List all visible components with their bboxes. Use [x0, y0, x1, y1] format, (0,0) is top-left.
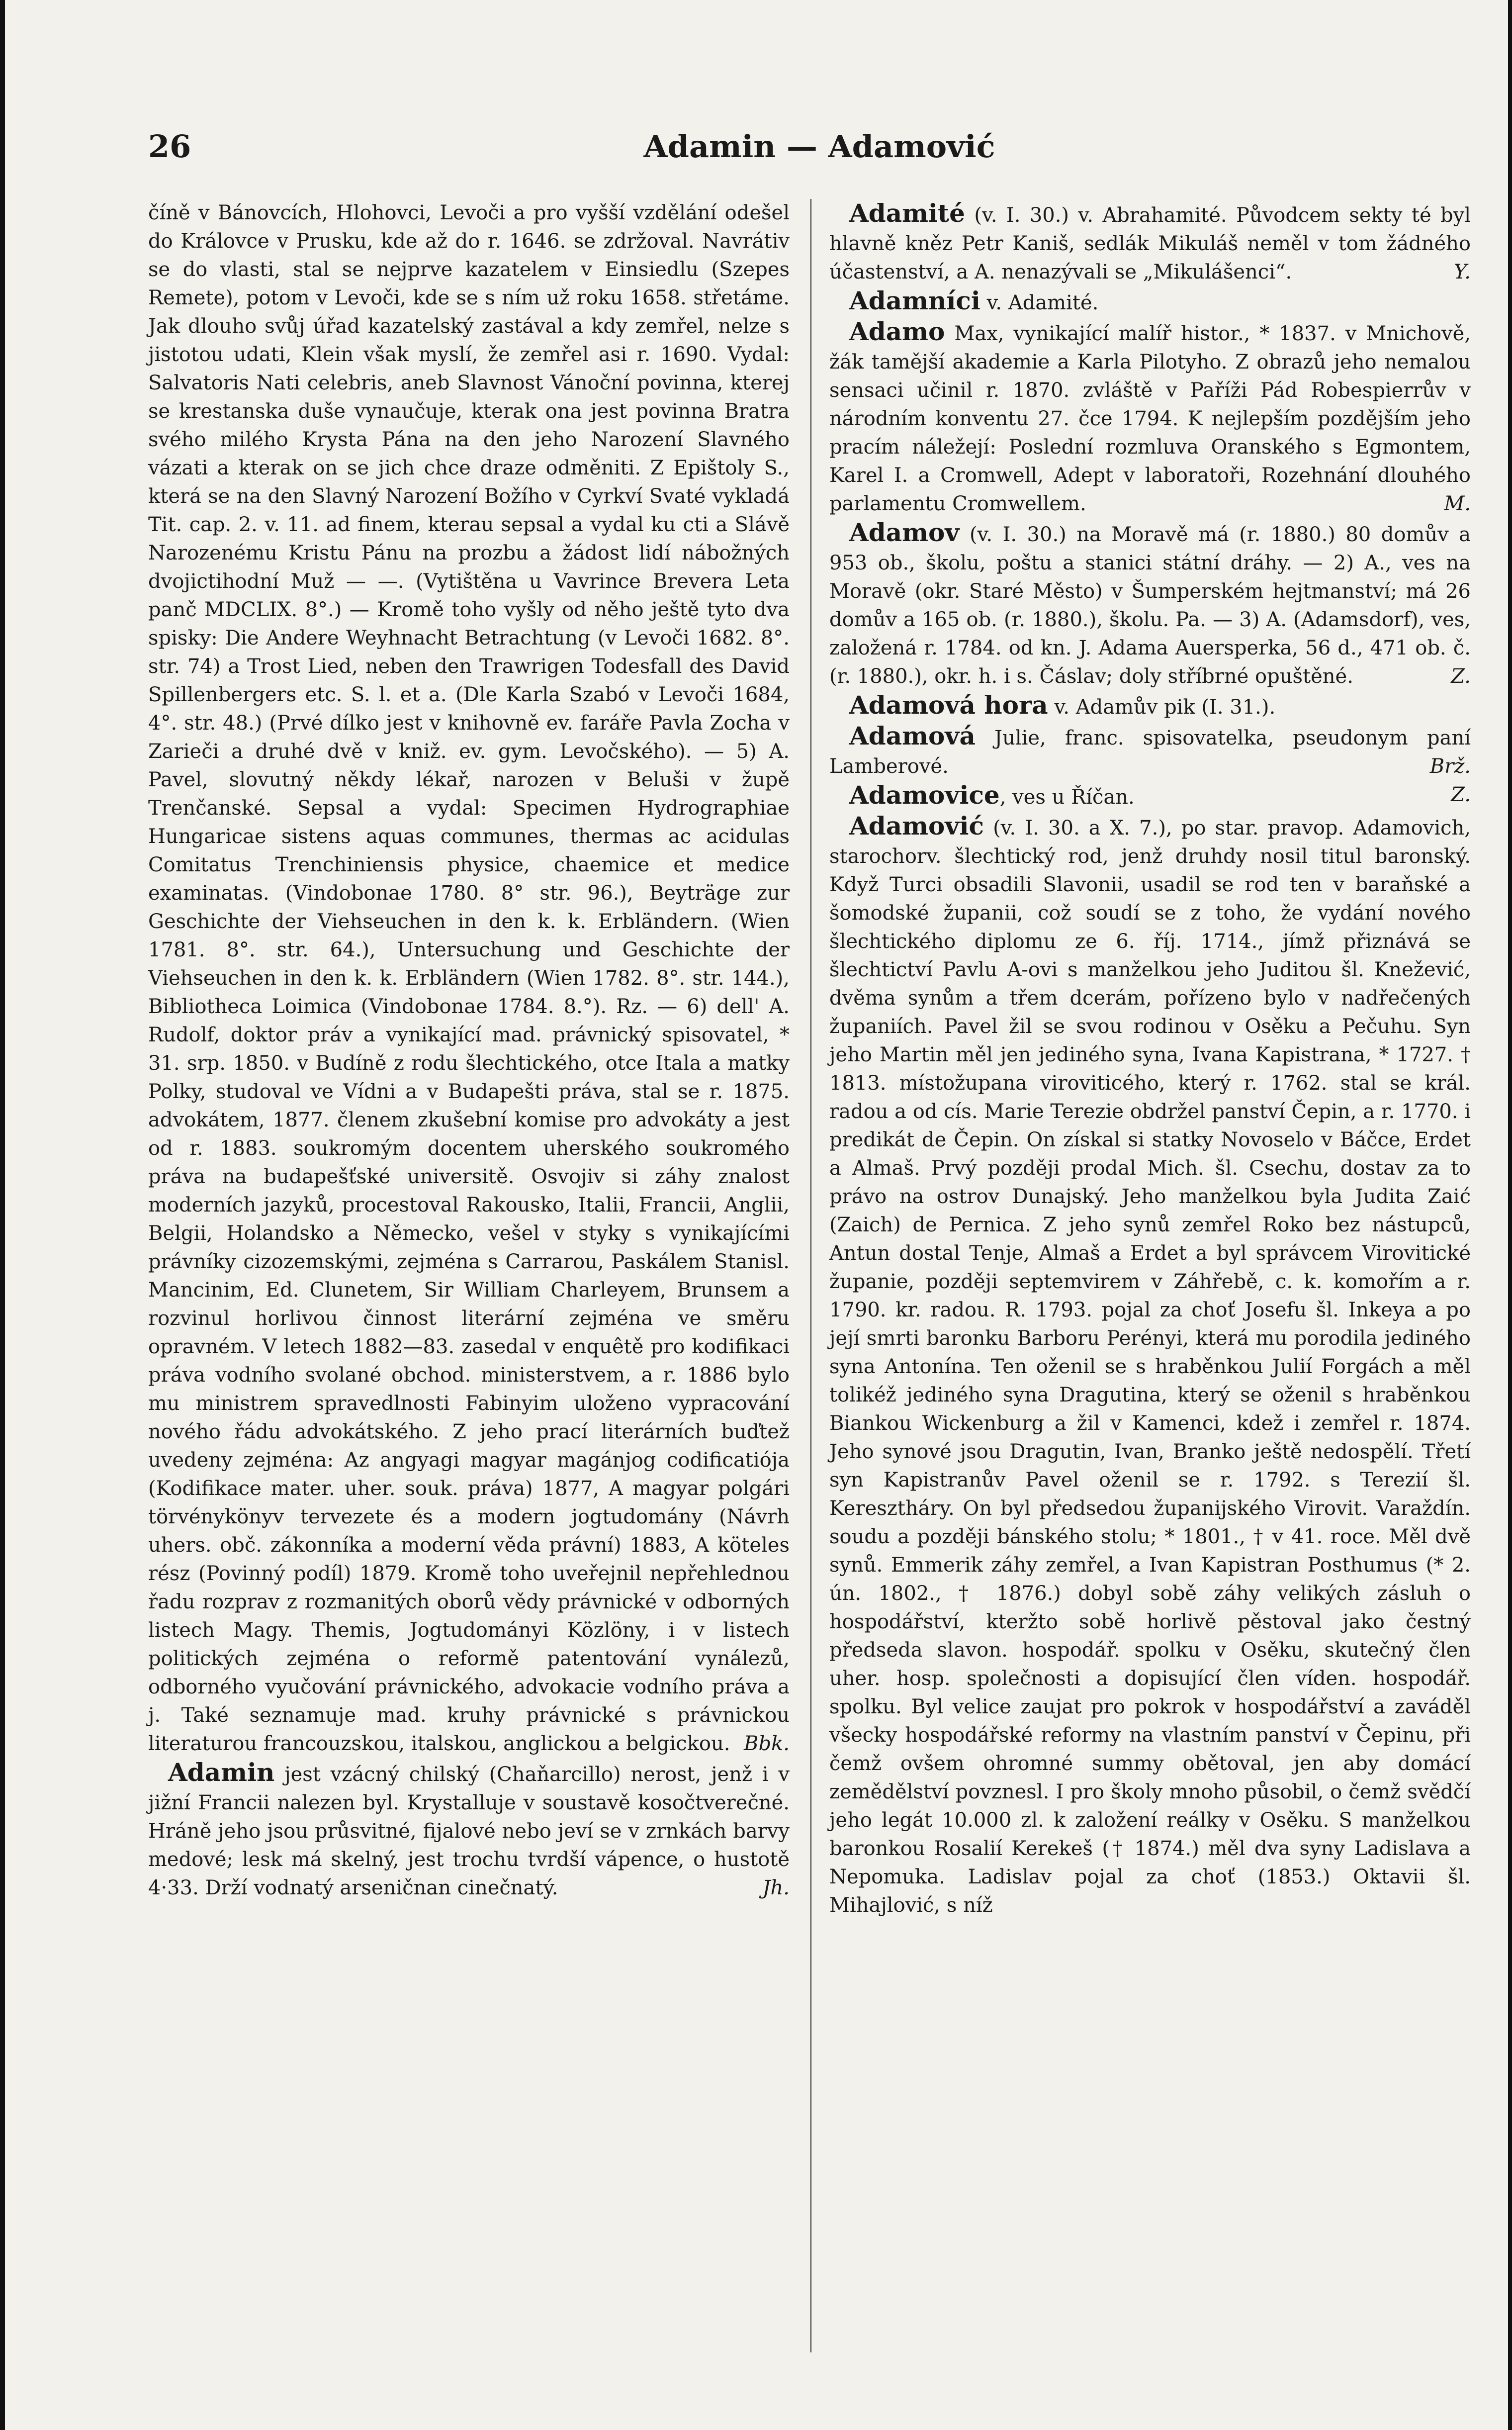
author-signature: Z. — [1451, 665, 1471, 688]
entry-adamovic — [829, 812, 1471, 1920]
page-number: 26 — [148, 128, 191, 165]
entry-headword: Adamović — [849, 811, 984, 841]
entry-text: , ves u Říčan. — [999, 786, 1135, 809]
entry-headword: Adamin — [168, 1758, 275, 1787]
entry-text: v. Adamův pik (I. 31.). — [1054, 696, 1276, 719]
entry-adamov — [829, 518, 1471, 691]
author-signature: Jh. — [762, 1876, 790, 1899]
entry-headword: Adamovice — [849, 780, 1000, 810]
entry-adamova — [829, 722, 1471, 781]
entry-headword: Adamov — [849, 518, 960, 547]
right-column — [829, 199, 1471, 1920]
running-title: Adamin — Adamović — [643, 128, 995, 165]
column-divider — [810, 199, 811, 2352]
entry-adamite — [829, 199, 1471, 286]
entry-headword: Adamová — [849, 721, 976, 750]
entry-text: (v. I. 30.) na Moravě má (r. 1880.) 80 domův a 953 ob., školu, poštu a stanici státní dráhy. — 2) A., ves na Moravě (okr. Staré Město) v Šumperském hejtmanství; má 26 domův a 165 ob. (r. 1880.), školu. Pa. — 3) A. (Adamsdorf), ves, založená r. 1784. od kn. J. Adama Auersperka, 56 d., 471 ob. č. (r. 1880.), okr. h. i s. Čáslav; doly stříbrné opuštěné. — [829, 523, 1471, 688]
author-signature: Brž. — [1429, 755, 1471, 778]
entry-text: číně v Bánovcích, Hlohovci, Levoči a pro vyšší vzdělání odešel do Královce v Prusku, kde až do r. 1646. se zdržoval. Navrátiv se do vlasti, stal se nejprve kazatelem v Einsiedlu (Szepes Remete), potom v Levoči, kde se s ním už roku 1658. střetáme. Jak dlouho svůj úřad kazatelský zastával a kdy zemřel, nelze s jistotou udati, Klein však myslí, že zemřel asi r. 1690. Vydal: Salvatoris Nati celebris, aneb Slavnost Vánoční povinna, kterej se krestanska duše vynaučuje, kterak ona jest povinna Bratra svého milého Krysta Pána na den jeho Narození Slavného vázati a kterak on se jich chce draze odměniti. Z Epištoly S., která se na den Slavný Narození Božího v Cyrkví Svaté vykladá Tit. cap. 2. v. 11. ad finem, kterau sepsal a vydal ku cti a Slávě Narozenému Kristu Pánu na prozbu a žádost lidí nábožných dvojictihodní Muž — —. (Vytištěna u Vavrince Brevera Leta panč MDCLIX. 8°.) — Kromě toho vyšly od něho ještě tyto dva spisky: Die Andere Weyhnacht Betrachtung (v Levoči 1682. 8°. str. 74) a Trost Lied, neben den Trawrigen Todesfall des David Spillenbergers etc. S. l. et a. (Dle Karla Szabó v Levoči 1684, 4°. str. 48.) (Prvé dílko jest v knihovně ev. faráře Pavla Zocha v Zarieči a druhé dvě v kniž. ev. gym. Levočského). — 5) A. Pavel, slovutný někdy lékař, narozen v Beluši v župě Trenčanské. Sepsal a vydal: Specimen Hydrographiae Hungaricae sistens aquas communes, thermas ac acidulas Comitatus Trenchiniensis physice, chaemice et medice examinatas. (Vindobonae 1780. 8° str. 96.), Beyträge zur Geschichte der Viehseuchen in den k. k. Erbländern. (Wien 1781. 8°. str. 64.), Untersuchung und Geschichte der Viehseuchen in den k. k. Erbländern (Wien 1782. 8°. str. 144.), Bibliotheca Loimica (Vindobonae 1784. 8.°). Rz. — 6) dell' A. Rudolf, doktor práv a vynikající mad. právnický spisovatel, * 31. srp. 1850. v Budíně z rodu šlechtického, otce Itala a matky Polky, studoval ve Vídni a v Budapešti práva, stal se r. 1875. advokátem, 1877. členem zkušební komise pro advokáty a jest od r. 1883. soukromým docentem uherského soukromého práva na budapešťské universitě. Osvojiv si záhy znalost moderních jazyků, procestoval Rakousko, Italii, Francii, Anglii, Belgii, Holandsko a Německo, vešel v styky s vynikajícími právníky cizozemskými, zejména s Carrarou, Paskálem Stanisl. Mancinim, Ed. Clunetem, Sir William Charleyem, Brunsem a rozvinul horlivou činnost literární zejména ve směru opravném. V letech 1882—83. zasedal v enquêtě pro kodifikaci práva vodního svolané obchod. ministerstvem, a r. 1886 bylo mu ministrem spravedlnosti Fabinyim uloženo vypracování nového řádu advokátského. Z jeho prací literárních buďtež uvedeny zejména: Az angyagi magyar magánjog codificatiója (Kodifikace mater. uher. souk. práva) 1877, A magyar polgári törvénykönyv tervezete és a modern jogtudomány (Návrh uhers. obč. zákonníka a moderní věda právní) 1883, A köteles rész (Povinný podíl) 1879. Kromě toho uveřejnil nepřehlednou řadu rozprav z rozmanitých oborů vědy právnické v odborných listech Magy. Themis, Jogtudományi Közlöny, i v listech politických zejména o reformě patentování vynálezů, odborného vyučování právnického, advokacie vodního práva a j. Také seznamuje mad. kruhy právnické s právnickou literaturou francouzskou, italskou, anglickou a belgickou. — [148, 201, 790, 1755]
scan-edge-left — [0, 0, 5, 2430]
page-header — [148, 128, 1491, 173]
entry-headword: Adamová hora — [849, 690, 1048, 720]
entry-text: (v. I. 30.) v. Abrahamité. Původcem sekty té byl hlavně kněz Petr Kaniš, sedlák Mikuláš neměl v tom žádného účastenství, a A. nenazývali se „Mikulášenci“. — [829, 204, 1471, 283]
entry-text: Julie, franc. spisovatelka, pseudonym paní Lamberové. — [829, 727, 1471, 778]
entry-adamova-hora — [829, 691, 1471, 722]
author-signature: Y. — [1454, 261, 1471, 283]
entry-headword: Adamo — [849, 317, 945, 346]
author-signature: Z. — [1451, 783, 1471, 806]
entry-adamo — [829, 317, 1471, 518]
entry-adamnici — [829, 286, 1471, 317]
entry-text: v. Adamité. — [986, 291, 1099, 314]
entry-adamin — [148, 1758, 790, 1902]
entry-text: (v. I. 30. a X. 7.), po star. pravop. Adamovich, starochorv. šlechtický rod, jenž druhdy nosil titul baronský. Když Turci obsadili Slavonii, usadil se rod ten v baraňské a šomodské županii, což soudí se z toho, že vydání nového šlechtického diplomu ze 6. říj. 1714., jímž přiznává se šlechtictví Pavlu A-ovi s manželkou jeho Juditou šl. Knežević, dvěma synům a třem dcerám, pořízeno bylo v nadřečených županiích. Pavel žil se svou rodinou v Osěku a Pečuhu. Syn jeho Martin měl jen jediného syna, Ivana Kapistrana, * 1727. † 1813. místožupana viroviticého, který r. 1762. stal se král. radou a od cís. Marie Terezie obdržel panství Čepin, a r. 1770. i predikát de Čepin. On získal si statky Novoselo v Báčce, Erdet a Almaš. Prvý později prodal Mich. šl. Csechu, dostav za to právo na ostrov Dunajský. Jeho manželkou byla Judita Zaić (Zaich) de Pernica. Z jeho synů zemřel Roko bez nástupců, Antun dostal Tenje, Almaš a Erdet a byl správcem Virovitické županie, později septemvirem v Záhřebě, c. k. komořím a r. 1790. kr. radou. R. 1793. pojal za choť Josefu šl. Inkeya a po její smrti baronku Barboru Perényi, která mu porodila jediného syna Antonína. Ten oženil se s hraběnkou Julií Forgách a měl tolikéž jediného syna Dragutina, který se oženil s hraběnkou Biankou Wickenburg a žil v Kamenci, kdež i zemřel r. 1874. Jeho synové jsou Dragutin, Ivan, Branko ještě nedospělí. Třetí syn Kapistranův Pavel oženil se r. 1792. s Terezií šl. Keresztháry. On byl předsedou županijského Virovit. Varaždín. soudu a později bánského stolu; * 1801., † v 41. roce. Měl dvě synů. Emmerik záhy zemřel, a Ivan Kapistran Posthumus (* 2. ún. 1802., † 1876.) dobyl sobě záhy velikých zásluh o hospodářství, kteržto sobě horlivě pěstoval jako čestný předseda slavon. hospodář. spolku v Osěku, skutečný člen uher. hosp. společnosti a dopisující člen víden. hospodář. spolku. Byl velice zaujat pro pokrok v hospodářství a zaváděl všecky hospodářské reformy na vlastním panství v Čepinu, při čemž ovšem ohromné summy obětoval, jen aby domácí zemědělství povznesl. I pro školy mnoho působil, o čemž svědčí jeho legát 10.000 zl. k založení reálky v Osěku. S manželkou baronkou Rosalií Kerekeš († 1874.) měl dva syny Ladislava a Nepomuka. Ladislav pojal za choť (1853.) Oktavii šl. Mihajlović, s níž — [829, 817, 1471, 1917]
entry-text: Max, vynikající malíř histor., * 1837. v Mnichově, žák tamější akademie a Karla Pilotyho. Z obrazů jeho nemalou sensaci učinil r. 1870. zvláště v Paříži Pád Robespierrův v národním konventu 27. čce 1794. K nejlepším pozdějším jeho pracím náležejí: Poslední rozmluva Oranského s Egmontem, Karel I. a Cromwell, Adept v laboratoři, Rozehnání dlouhého parlamentu Cromwellem. — [829, 322, 1471, 515]
entry-text: jest vzácný chilský (Chaňarcillo) nerost, jenž i v jižní Francii nalezen byl. Krystalluje v soustavě kosočtverečné. Hráně jeho jsou průsvitné, fijalové nebo jeví se v zrnkách barvy medové; lesk má skelný, jest trochu tvrdší vápence, o hustotě 4·33. Drží vodnatý arseničnan cinečnatý. — [148, 1763, 790, 1899]
author-signature: Bbk. — [744, 1732, 790, 1755]
entry-continuation — [148, 199, 790, 1758]
entry-adamovice — [829, 781, 1471, 812]
left-column — [148, 199, 790, 1902]
scan-edge-right — [1508, 0, 1512, 2430]
author-signature: M. — [1444, 492, 1471, 515]
entry-headword: Adamité — [849, 198, 965, 228]
entry-headword: Adamníci — [849, 286, 980, 315]
